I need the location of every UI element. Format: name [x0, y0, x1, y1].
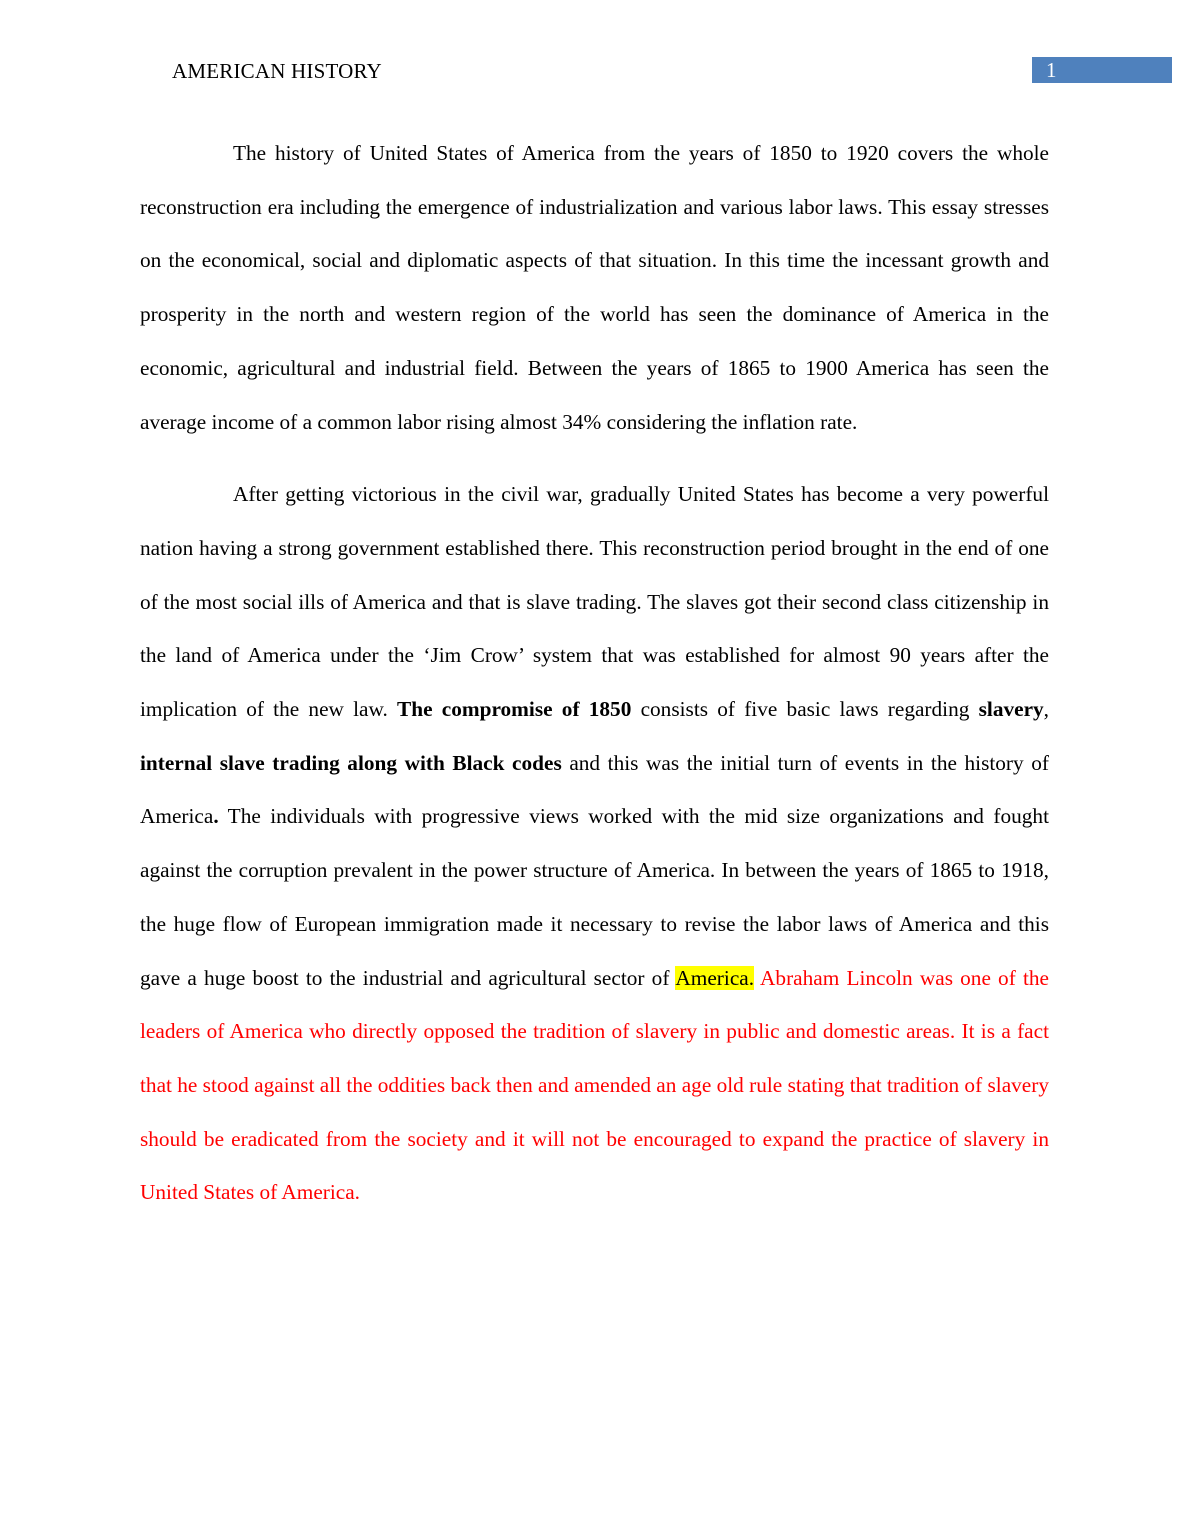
bold-compromise-1850: The compromise of 1850 [397, 697, 632, 722]
paragraph-2-text-1: After getting victorious in the civil war, gradually United States has become a very powerful nation having a strong government established there. This reconstruction period brought in the end of one of the most social ills of America and that is slave trading. The slaves got their second class citizenship in the land of America under the ‘Jim Crow’ system that was established for almost 90 years after the implication of the new law. [140, 482, 1049, 722]
paragraph-1: The history of United States of America from the years of 1850 to 1920 covers the whole reconstruction era including the emergence of industrialization and various labor laws. This essay stresses on the economical, social and diplomatic aspects of that situation. In this time the incessant growth and prosperity in the north and western region of the world has seen the dominance of America in the economic, agricultural and industrial field. Between the years of 1865 to 1900 America has seen the average income of a common labor rising almost 34% considering the inflation rate. [140, 141, 1049, 434]
paragraph-2-text-2: consists of five basic laws regarding [631, 697, 979, 722]
page-number-box [1032, 57, 1172, 83]
paragraph-2-text-4: and this was the initial turn of events in the history of America [140, 750, 1049, 829]
header-title: AMERICAN HISTORY [172, 59, 382, 83]
bold-slavery: slavery [978, 697, 1044, 722]
paragraph-2 [140, 468, 1049, 1220]
document-body [140, 127, 1049, 1220]
page-number: 1 [1046, 58, 1057, 82]
paragraph-2-text-3: , [1043, 697, 1049, 722]
red-lincoln-text: Abraham Lincoln was one of the leaders of America who directly opposed the tradition of slavery in public and domestic areas. It is a fact that he stood against all the oddities back then and amended an age old rule stating that tradition of slavery should be eradicated from the society and it will not be encouraged to expand the practice of slavery in United States of America. [140, 965, 1049, 1205]
bold-internal-slave-trading: internal slave trading along with Black codes [140, 750, 562, 775]
highlighted-america: America. [675, 965, 755, 990]
paragraph-2-text-5: The individuals with progressive views worked with the mid size organizations and fought against the corruption prevalent in the power structure of America. In between the years of 1865 to 1918, the huge flow of European immigration made it necessary to revise the labor laws of America and this gave a huge boost to the industrial and agricultural sector of [140, 804, 1049, 990]
bold-period: . [213, 804, 219, 829]
